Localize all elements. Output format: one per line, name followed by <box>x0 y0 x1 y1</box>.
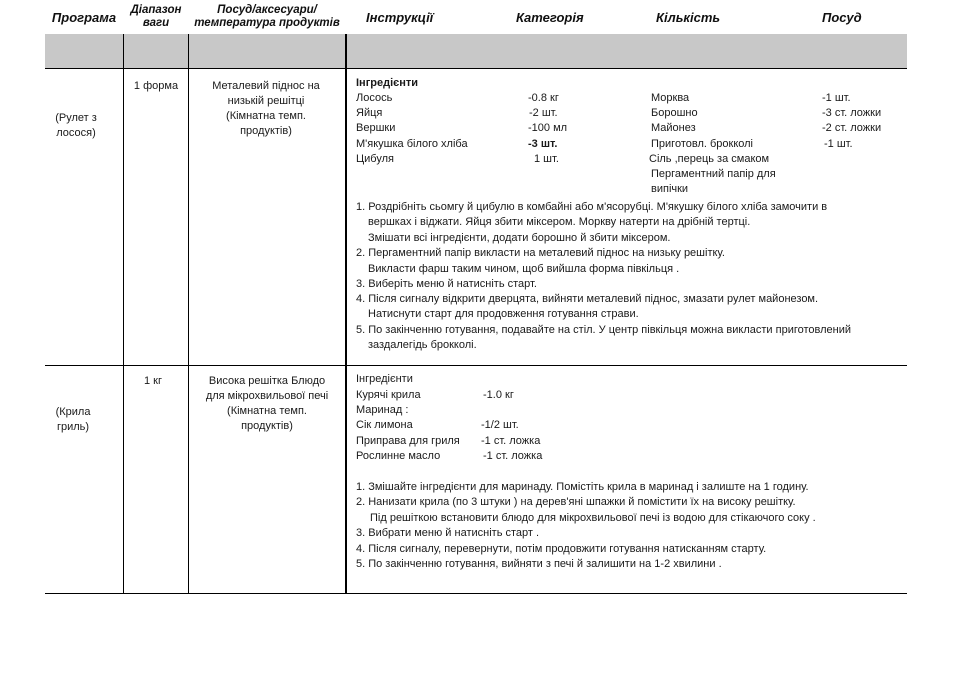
ingredient-name: Борошно <box>651 107 698 119</box>
instruction-step: 5. По закінченню готування, вийняти з печі й залишити на 1-2 хвилини . <box>356 558 722 570</box>
row1-dish: Металевий піднос на низькій решітці (Кімнатна темп. продуктів) <box>212 80 320 137</box>
ingredient-qty: -3 ст. ложки <box>822 107 882 119</box>
instruction-step: 1. Роздрібніть сьомгу й цибулю в комбайні або м'ясорубці. М'якушку білого хліба замочити в <box>356 201 828 213</box>
instruction-step: заздалегідь брокколі. <box>368 339 477 351</box>
ingredient-qty: -1 ст. ложка <box>483 450 543 462</box>
ingredient-qty: -1 шт. <box>824 138 853 150</box>
row1-program: (Рулет з лосося) <box>55 112 97 139</box>
instruction-step: 3. Виберіть меню й натисніть старт. <box>356 278 537 290</box>
ingredient-name: Пергаментний папір для <box>651 168 776 180</box>
row1-weight: 1 форма <box>133 80 179 92</box>
instruction-step: 2. Нанизати крила (по 3 штуки ) на дерев'яні шпажки й помістити їх на високу решітку. <box>356 496 796 508</box>
instruction-step: 1. Змішайте інгредієнти для маринаду. Помістіть крила в маринад і залиште на 1 годину. <box>356 481 809 493</box>
row-divider <box>45 593 907 594</box>
row2-program: (Крила гриль) <box>55 406 91 433</box>
ingredient-name: Сіль ,перець за смаком <box>649 153 770 165</box>
ingredient-qty: -1.0 кг <box>483 389 514 401</box>
ingredient-name: Маринад : <box>356 404 409 416</box>
column-divider <box>345 34 347 594</box>
column-divider <box>188 34 189 594</box>
ingredient-name: Вершки <box>356 122 396 134</box>
header-program: Програма <box>51 9 117 25</box>
ingredient-qty: -0.8 кг <box>528 92 559 104</box>
ingredient-name: Майонез <box>651 122 696 134</box>
row2-weight: 1 кг <box>144 375 162 387</box>
instruction-step: 4. Після сигналу відкрити дверцята, вийняти металевий піднос, змазати рулет майонезом. <box>356 293 819 305</box>
ingredient-qty: -2 ст. ложки <box>822 122 882 134</box>
ingredient-name: Приготовл. брокколі <box>651 138 753 150</box>
instruction-step: 4. Після сигналу, перевернути, потім продовжити готування натисканням старту. <box>356 543 767 555</box>
header-instructions: Інструкції <box>366 9 434 25</box>
ingredient-name: Лосось <box>356 92 393 104</box>
ingredient-name: Приправа для гриля <box>356 435 460 447</box>
ingredient-name: Курячі крила <box>356 389 421 401</box>
header-weight-range: Діапазон ваги <box>130 4 182 29</box>
row2-ingredients-title: Інгредієнти <box>356 373 413 385</box>
row-divider <box>45 365 907 366</box>
ingredient-qty: -1 шт. <box>822 92 851 104</box>
ingredient-qty: -100 мл <box>528 122 568 134</box>
ingredient-name: Морква <box>651 92 690 104</box>
instruction-step: вершках і віджати. Яйця збити міксером. Моркву натерти на дрібній тертці. <box>368 216 751 228</box>
ingredient-name: М'якушка білого хліба <box>356 138 468 150</box>
header-dish: Посуд/аксесуари/ температура продуктів <box>194 4 340 29</box>
instruction-step: Викласти фарш таким чином, щоб вийшла форма півкільця . <box>368 263 680 275</box>
row2-dish: Висока решітка Блюдо для мікрохвильової печі (Кімнатна темп. продуктів) <box>205 375 329 432</box>
table-header <box>45 34 907 69</box>
ingredient-name: випічки <box>651 183 689 195</box>
header-dish2: Посуд <box>822 9 862 25</box>
row1-ingredients-title: Інгредієнти <box>356 77 419 89</box>
header-quantity: Кількість <box>656 9 721 25</box>
instruction-step: 3. Вибрати меню й натисніть старт . <box>356 527 540 539</box>
ingredient-name: Яйця <box>356 107 383 119</box>
column-divider <box>123 34 124 594</box>
ingredient-qty: -2 шт. <box>529 107 558 119</box>
ingredient-qty: -1 ст. ложка <box>481 435 541 447</box>
ingredient-name: Цибуля <box>356 153 394 165</box>
ingredient-qty: 1 шт. <box>534 153 559 165</box>
ingredient-qty: -3 шт. <box>528 138 558 150</box>
instruction-step: Під решіткою встановити блюдо для мікрохвильової печі із водою для стікаючого соку . <box>370 512 816 524</box>
header-category: Категорія <box>516 9 584 25</box>
instruction-step: Змішати всі інгредієнти, додати борошно й збити міксером. <box>368 232 671 244</box>
instruction-step: 2. Пергаментний папір викласти на металевий піднос на низьку решітку. <box>356 247 725 259</box>
instruction-step: 5. По закінченню готування, подавайте на стіл. У центр півкільця можна викласти приготовлений <box>356 324 852 336</box>
ingredient-name: Сік лимона <box>356 419 413 431</box>
instruction-step: Натиснути старт для продовження готування страви. <box>368 308 639 320</box>
ingredient-name: Рослинне масло <box>356 450 441 462</box>
ingredient-qty: -1/2 шт. <box>481 419 519 431</box>
